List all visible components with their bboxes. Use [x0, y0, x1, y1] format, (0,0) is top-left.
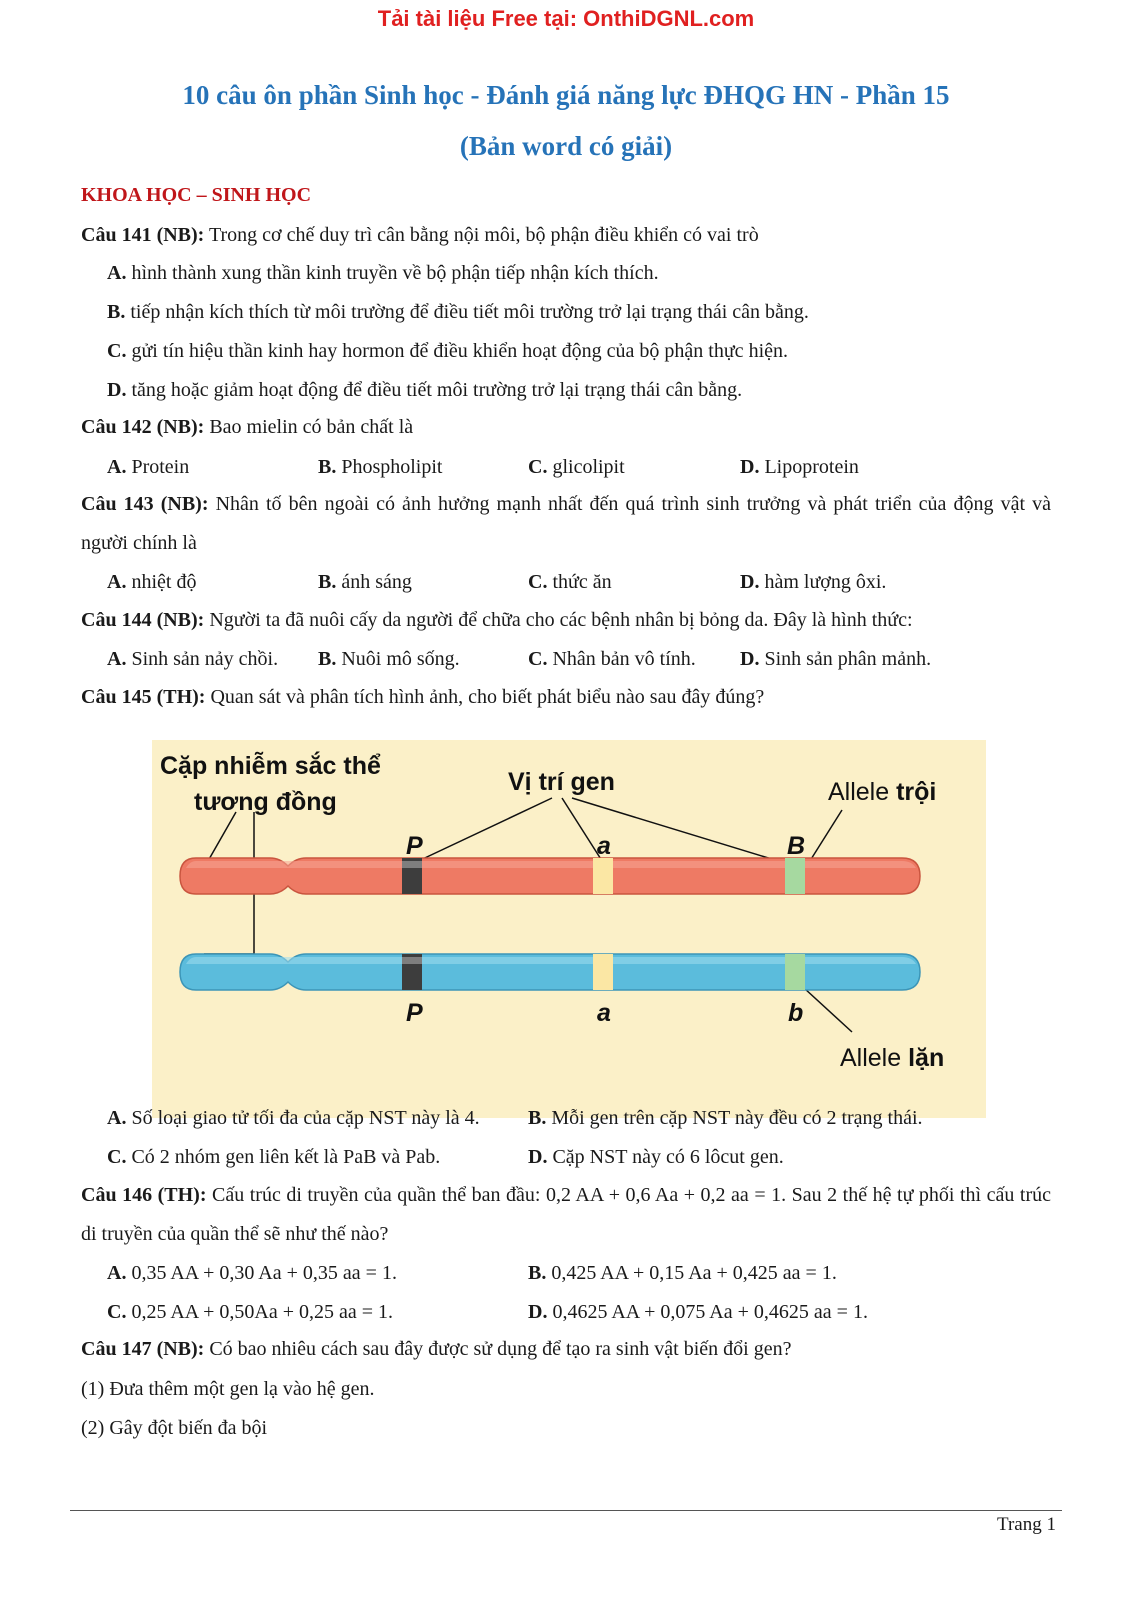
option-b[interactable] — [318, 648, 460, 671]
option-letter: A. — [107, 571, 127, 593]
question-text: Nhân tố bên ngoài có ảnh hưởng mạnh nhất đến quá trình sinh trưởng và phát triển của động vật và người chính là — [81, 493, 1051, 554]
question-text: Bao mielin có bản chất là — [204, 416, 414, 438]
gene-band-a — [593, 858, 613, 894]
source-banner[interactable]: Tải tài liệu Free tại: OnthiDGNL.com — [377, 6, 755, 31]
option-a[interactable] — [107, 262, 659, 285]
option-text: 0,4625 AA + 0,075 Aa + 0,4625 aa = 1. — [547, 1301, 868, 1323]
label-gene-position: Vị trí gen — [508, 768, 615, 796]
pointer-lines — [204, 798, 852, 1032]
option-c[interactable] — [107, 1301, 393, 1324]
option-text: Có 2 nhóm gen liên kết là PaB và Pab. — [126, 1146, 441, 1168]
pointer-dominant — [808, 810, 842, 864]
option-letter: C. — [528, 456, 548, 478]
question-text: Cấu trúc di truyền của quần thể ban đầu: 0,2 AA + 0,6 Aa + 0,2 aa = 1. Sau 2 thế hệ tự phối thì cấu trúc di truyền của quần thể sẽ như thế nào? — [81, 1184, 1051, 1245]
option-text: gửi tín hiệu thần kinh hay hormon để điều khiển hoạt động của bộ phận thực hiện. — [126, 340, 788, 362]
option-text: nhiệt độ — [126, 571, 197, 593]
pointer-recessive — [804, 988, 852, 1032]
chromosome-bottom — [180, 954, 920, 1027]
option-text: ánh sáng — [336, 571, 412, 593]
option-text: 0,35 AA + 0,30 Aa + 0,35 aa = 1. — [126, 1262, 397, 1284]
question-141 — [81, 216, 1051, 255]
option-text: hình thành xung thần kinh truyền về bộ phận tiếp nhận kích thích. — [126, 262, 659, 284]
option-d[interactable] — [528, 1146, 784, 1169]
option-text: 0,425 AA + 0,15 Aa + 0,425 aa = 1. — [546, 1262, 837, 1284]
option-c[interactable] — [107, 340, 788, 363]
question-text: Người ta đã nuôi cấy da người để chữa cho các bệnh nhân bị bỏng da. Đây là hình thức: — [204, 609, 913, 631]
option-d[interactable] — [528, 1301, 868, 1324]
option-text: glicolipit — [547, 456, 625, 478]
question-144 — [81, 601, 1051, 640]
option-text: Lipoprotein — [759, 456, 859, 478]
question-text: Trong cơ chế duy trì cân bằng nội môi, bộ phận điều khiển có vai trò — [204, 224, 759, 246]
question-label: Câu 146 (TH): — [81, 1184, 207, 1206]
gene-label-top-a: a — [597, 832, 611, 860]
option-letter: B. — [528, 1107, 547, 1129]
option-b[interactable] — [318, 456, 442, 479]
option-c[interactable] — [528, 648, 696, 671]
question-143 — [81, 485, 1051, 563]
question-142 — [81, 408, 1051, 447]
option-d[interactable] — [740, 571, 886, 594]
option-letter: C. — [107, 1146, 127, 1168]
option-letter: C. — [107, 1301, 127, 1323]
option-d[interactable] — [740, 456, 859, 479]
question-147 — [81, 1330, 1051, 1369]
option-a[interactable] — [107, 1262, 397, 1285]
page-subtitle: (Bản word có giải) — [459, 131, 673, 161]
section-heading: KHOA HỌC – SINH HỌC — [81, 184, 312, 206]
gene-label-bottom-b: b — [788, 999, 804, 1027]
question-label: Câu 143 (NB): — [81, 493, 209, 515]
option-text: Cặp NST này có 6 lôcut gen. — [547, 1146, 784, 1168]
option-letter: B. — [528, 1262, 547, 1284]
question-text: Có bao nhiêu cách sau đây được sử dụng để tạo ra sinh vật biến đổi gen? — [204, 1338, 792, 1360]
option-text: Sinh sản nảy chồi. — [126, 648, 279, 670]
question-label: Câu 145 (TH): — [81, 686, 206, 708]
gene-band-a-bottom — [593, 954, 613, 990]
option-text: Sinh sản phân mảnh. — [759, 648, 932, 670]
option-text: thức ăn — [547, 571, 612, 593]
option-b[interactable] — [528, 1262, 837, 1285]
option-letter: D. — [740, 648, 760, 670]
option-d[interactable] — [107, 379, 742, 402]
gene-label-bottom-a: a — [597, 999, 611, 1027]
option-b[interactable] — [318, 571, 412, 594]
footer-divider — [70, 1510, 1062, 1511]
option-b[interactable] — [528, 1107, 923, 1130]
option-c[interactable] — [528, 456, 625, 479]
option-a[interactable] — [107, 571, 196, 594]
option-letter: B. — [318, 648, 337, 670]
option-letter: D. — [528, 1301, 548, 1323]
gene-label-bottom-p: P — [406, 999, 423, 1027]
label-recessive-allele: Allele lặn — [840, 1044, 945, 1072]
option-c[interactable] — [528, 571, 612, 594]
option-letter: A. — [107, 456, 127, 478]
option-text: Số loại giao tử tối đa của cặp NST này là 4. — [126, 1107, 480, 1129]
chromosome-diagram — [152, 740, 986, 1118]
option-text: Mỗi gen trên cặp NST này đều có 2 trạng thái. — [546, 1107, 923, 1129]
option-text: Phospholipit — [336, 456, 443, 478]
label-homologous-pair-line1: Cặp nhiễm sắc thể — [160, 752, 381, 780]
statement-1: (1) Đưa thêm một gen lạ vào hệ gen. — [81, 1378, 375, 1400]
option-letter: D. — [740, 456, 760, 478]
pointer-pair-top — [208, 812, 236, 861]
option-letter: D. — [107, 379, 127, 401]
option-a[interactable] — [107, 1107, 480, 1130]
question-label: Câu 142 (NB): — [81, 416, 205, 438]
option-letter: D. — [528, 1146, 548, 1168]
option-text: tăng hoặc giảm hoạt động để điều tiết môi trường trở lại trạng thái cân bằng. — [126, 379, 743, 401]
label-homologous-pair-line2: tương đồng — [194, 788, 337, 816]
option-text: Protein — [126, 456, 190, 478]
option-a[interactable] — [107, 648, 278, 671]
option-a[interactable] — [107, 456, 189, 479]
option-letter: A. — [107, 262, 127, 284]
option-letter: C. — [528, 571, 548, 593]
option-letter: A. — [107, 648, 127, 670]
label-dominant-allele: Allele trội — [828, 778, 937, 806]
chromosome-figure — [152, 740, 986, 1118]
option-letter: C. — [107, 340, 127, 362]
question-146 — [81, 1176, 1051, 1254]
option-text: Nhân bản vô tính. — [547, 648, 696, 670]
statement-2: (2) Gây đột biến đa bội — [81, 1417, 268, 1439]
option-text: hàm lượng ôxi. — [759, 571, 887, 593]
gene-band-b — [785, 858, 805, 894]
question-145 — [81, 678, 1051, 717]
option-letter: B. — [107, 301, 126, 323]
option-letter: C. — [528, 648, 548, 670]
question-label: Câu 147 (NB): — [81, 1338, 205, 1360]
option-letter: D. — [740, 571, 760, 593]
option-letter: A. — [107, 1107, 127, 1129]
question-label: Câu 141 (NB): — [81, 224, 205, 246]
option-d[interactable] — [740, 648, 931, 671]
option-letter: B. — [318, 456, 337, 478]
option-text: 0,25 AA + 0,50Aa + 0,25 aa = 1. — [126, 1301, 394, 1323]
option-b[interactable] — [107, 301, 809, 324]
gene-label-top-b: B — [787, 832, 806, 860]
chromosome-top — [180, 832, 920, 894]
pointer-gene-p — [412, 798, 552, 864]
option-letter: B. — [318, 571, 337, 593]
gene-band-b-bottom — [785, 954, 805, 990]
page-number: Trang 1 — [997, 1514, 1056, 1535]
option-text: tiếp nhận kích thích từ môi trường để điều tiết môi trường trở lại trạng thái cân bằng. — [125, 301, 809, 323]
question-label: Câu 144 (NB): — [81, 609, 205, 631]
option-letter: A. — [107, 1262, 127, 1284]
question-text: Quan sát và phân tích hình ảnh, cho biết phát biểu nào sau đây đúng? — [205, 686, 765, 708]
gene-label-top-p: P — [406, 832, 423, 860]
option-text: Nuôi mô sống. — [336, 648, 460, 670]
option-c[interactable] — [107, 1146, 440, 1169]
page-title: 10 câu ôn phần Sinh học - Đánh giá năng lực ĐHQG HN - Phần 15 — [182, 80, 950, 110]
